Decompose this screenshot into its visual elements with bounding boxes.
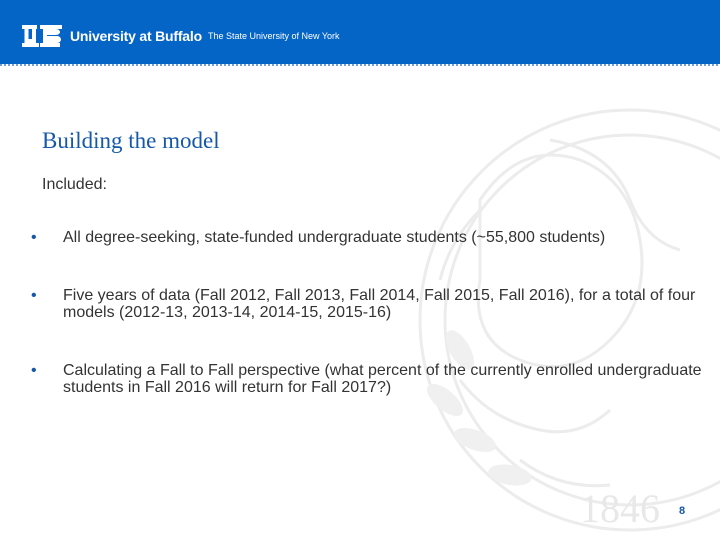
page-number: 8 bbox=[679, 505, 686, 517]
slide-subtitle: Included: bbox=[42, 176, 107, 193]
bullet-list bbox=[28, 229, 708, 437]
list-item bbox=[28, 229, 708, 246]
bullet-icon: • bbox=[31, 362, 37, 379]
bullet-icon: • bbox=[31, 287, 37, 304]
university-subtitle: The State University of New York bbox=[207, 31, 340, 41]
bullet-text: All degree-seeking, state-funded undergraduate students (~55,800 students) bbox=[63, 229, 606, 246]
slide-title: Building the model bbox=[42, 128, 220, 153]
header-dotted-divider bbox=[0, 64, 720, 66]
ub-logo-icon bbox=[22, 25, 64, 47]
university-name: University at Buffalo bbox=[70, 28, 202, 44]
seal-year-text: 1846 bbox=[580, 486, 660, 531]
bullet-text: Calculating a Fall to Fall perspective (what percent of the currently enrolled undergraduate students in Fall 2016 will return for Fall 2017?) bbox=[63, 362, 702, 396]
university-logo[interactable] bbox=[22, 24, 340, 48]
bullet-icon: • bbox=[31, 229, 37, 246]
list-item bbox=[28, 362, 708, 396]
header-bar bbox=[0, 0, 720, 64]
list-item bbox=[28, 287, 708, 321]
bullet-text: Five years of data (Fall 2012, Fall 2013, Fall 2014, Fall 2015, Fall 2016), for a total of four models (2012-13, 2013-14, 2014-15, 2015-16) bbox=[63, 287, 696, 321]
